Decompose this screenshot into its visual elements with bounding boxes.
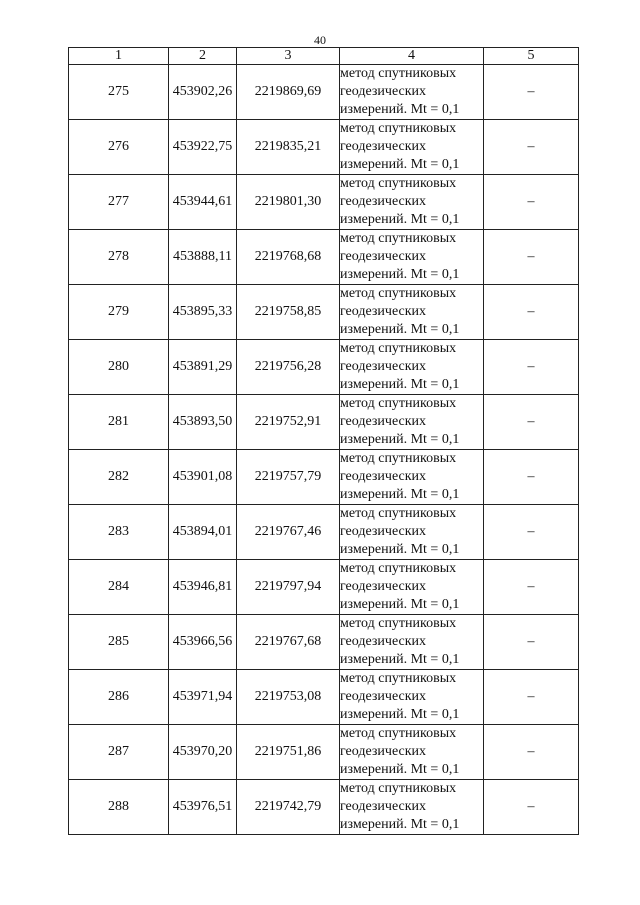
method-line: геодезических <box>340 689 427 704</box>
method-line: измерений. Mt = 0,1 <box>340 322 460 337</box>
method-cell <box>340 615 484 670</box>
method-line: измерений. Mt = 0,1 <box>340 652 460 667</box>
point-number-cell: 282 <box>69 450 169 505</box>
column5-cell: – <box>484 450 579 505</box>
method-line: измерений. Mt = 0,1 <box>340 157 460 172</box>
x-coordinate-cell: 453894,01 <box>169 505 237 560</box>
x-coordinate-cell: 453895,33 <box>169 285 237 340</box>
table-row <box>69 65 579 120</box>
column5-cell: – <box>484 505 579 560</box>
header-row <box>69 48 579 65</box>
table-row <box>69 670 579 725</box>
method-line: метод спутниковых <box>340 286 457 301</box>
method-line: метод спутниковых <box>340 561 457 576</box>
y-coordinate-cell: 2219758,85 <box>237 285 340 340</box>
y-coordinate-cell: 2219752,91 <box>237 395 340 450</box>
method-cell <box>340 395 484 450</box>
method-cell <box>340 450 484 505</box>
table-row <box>69 505 579 560</box>
method-cell <box>340 670 484 725</box>
table-row <box>69 615 579 670</box>
method-cell <box>340 120 484 175</box>
method-line: измерений. Mt = 0,1 <box>340 542 460 557</box>
method-cell <box>340 340 484 395</box>
column5-cell: – <box>484 120 579 175</box>
method-line: геодезических <box>340 359 427 374</box>
method-line: измерений. Mt = 0,1 <box>340 377 460 392</box>
point-number-cell: 288 <box>69 780 169 835</box>
method-cell <box>340 65 484 120</box>
column5-cell: – <box>484 175 579 230</box>
method-line: измерений. Mt = 0,1 <box>340 267 460 282</box>
table-row <box>69 780 579 835</box>
y-coordinate-cell: 2219753,08 <box>237 670 340 725</box>
method-line: метод спутниковых <box>340 396 457 411</box>
method-cell <box>340 175 484 230</box>
method-line: метод спутниковых <box>340 671 457 686</box>
table-row <box>69 450 579 505</box>
column-header: 3 <box>237 48 340 65</box>
table-row <box>69 120 579 175</box>
y-coordinate-cell: 2219797,94 <box>237 560 340 615</box>
x-coordinate-cell: 453971,94 <box>169 670 237 725</box>
column-header: 5 <box>484 48 579 65</box>
table-row <box>69 725 579 780</box>
method-line: геодезических <box>340 84 427 99</box>
x-coordinate-cell: 453970,20 <box>169 725 237 780</box>
y-coordinate-cell: 2219742,79 <box>237 780 340 835</box>
method-line: метод спутниковых <box>340 176 457 191</box>
point-number-cell: 284 <box>69 560 169 615</box>
column5-cell: – <box>484 395 579 450</box>
x-coordinate-cell: 453922,75 <box>169 120 237 175</box>
point-number-cell: 287 <box>69 725 169 780</box>
column-header: 4 <box>340 48 484 65</box>
y-coordinate-cell: 2219768,68 <box>237 230 340 285</box>
y-coordinate-cell: 2219801,30 <box>237 175 340 230</box>
method-line: измерений. Mt = 0,1 <box>340 597 460 612</box>
coordinates-table <box>68 47 579 835</box>
x-coordinate-cell: 453966,56 <box>169 615 237 670</box>
x-coordinate-cell: 453891,29 <box>169 340 237 395</box>
method-cell <box>340 505 484 560</box>
method-cell <box>340 285 484 340</box>
x-coordinate-cell: 453902,26 <box>169 65 237 120</box>
method-line: геодезических <box>340 799 427 814</box>
column5-cell: – <box>484 670 579 725</box>
column5-cell: – <box>484 560 579 615</box>
method-line: метод спутниковых <box>340 726 457 741</box>
y-coordinate-cell: 2219751,86 <box>237 725 340 780</box>
y-coordinate-cell: 2219869,69 <box>237 65 340 120</box>
method-line: метод спутниковых <box>340 231 457 246</box>
method-line: метод спутниковых <box>340 616 457 631</box>
x-coordinate-cell: 453946,81 <box>169 560 237 615</box>
x-coordinate-cell: 453944,61 <box>169 175 237 230</box>
point-number-cell: 275 <box>69 65 169 120</box>
method-line: измерений. Mt = 0,1 <box>340 762 460 777</box>
method-line: измерений. Mt = 0,1 <box>340 487 460 502</box>
method-line: геодезических <box>340 414 427 429</box>
column5-cell: – <box>484 285 579 340</box>
y-coordinate-cell: 2219756,28 <box>237 340 340 395</box>
y-coordinate-cell: 2219767,46 <box>237 505 340 560</box>
method-line: геодезических <box>340 249 427 264</box>
method-line: измерений. Mt = 0,1 <box>340 707 460 722</box>
point-number-cell: 283 <box>69 505 169 560</box>
method-line: метод спутниковых <box>340 451 457 466</box>
column5-cell: – <box>484 340 579 395</box>
page-number: 40 <box>314 33 326 47</box>
method-line: метод спутниковых <box>340 781 457 796</box>
method-cell <box>340 230 484 285</box>
method-line: метод спутниковых <box>340 341 457 356</box>
column5-cell: – <box>484 780 579 835</box>
method-line: геодезических <box>340 139 427 154</box>
y-coordinate-cell: 2219767,68 <box>237 615 340 670</box>
method-line: измерений. Mt = 0,1 <box>340 212 460 227</box>
x-coordinate-cell: 453888,11 <box>169 230 237 285</box>
x-coordinate-cell: 453976,51 <box>169 780 237 835</box>
table-row <box>69 340 579 395</box>
column5-cell: – <box>484 725 579 780</box>
table-row <box>69 285 579 340</box>
method-line: геодезических <box>340 524 427 539</box>
method-cell <box>340 560 484 615</box>
method-line: метод спутниковых <box>340 506 457 521</box>
method-line: геодезических <box>340 304 427 319</box>
method-line: метод спутниковых <box>340 121 457 136</box>
table-row <box>69 560 579 615</box>
point-number-cell: 279 <box>69 285 169 340</box>
column-header: 1 <box>69 48 169 65</box>
method-cell <box>340 780 484 835</box>
y-coordinate-cell: 2219757,79 <box>237 450 340 505</box>
method-line: геодезических <box>340 579 427 594</box>
method-line: геодезических <box>340 194 427 209</box>
point-number-cell: 276 <box>69 120 169 175</box>
point-number-cell: 281 <box>69 395 169 450</box>
method-line: измерений. Mt = 0,1 <box>340 102 460 117</box>
table-body <box>69 48 579 835</box>
table-row <box>69 230 579 285</box>
method-line: измерений. Mt = 0,1 <box>340 817 460 832</box>
point-number-cell: 286 <box>69 670 169 725</box>
table-row <box>69 395 579 450</box>
method-line: метод спутниковых <box>340 66 457 81</box>
method-line: геодезических <box>340 469 427 484</box>
point-number-cell: 277 <box>69 175 169 230</box>
x-coordinate-cell: 453893,50 <box>169 395 237 450</box>
column5-cell: – <box>484 230 579 285</box>
column5-cell: – <box>484 615 579 670</box>
point-number-cell: 285 <box>69 615 169 670</box>
point-number-cell: 278 <box>69 230 169 285</box>
point-number-cell: 280 <box>69 340 169 395</box>
x-coordinate-cell: 453901,08 <box>169 450 237 505</box>
method-line: геодезических <box>340 634 427 649</box>
method-line: измерений. Mt = 0,1 <box>340 432 460 447</box>
y-coordinate-cell: 2219835,21 <box>237 120 340 175</box>
column-header: 2 <box>169 48 237 65</box>
method-line: геодезических <box>340 744 427 759</box>
method-cell <box>340 725 484 780</box>
column5-cell: – <box>484 65 579 120</box>
table-row <box>69 175 579 230</box>
